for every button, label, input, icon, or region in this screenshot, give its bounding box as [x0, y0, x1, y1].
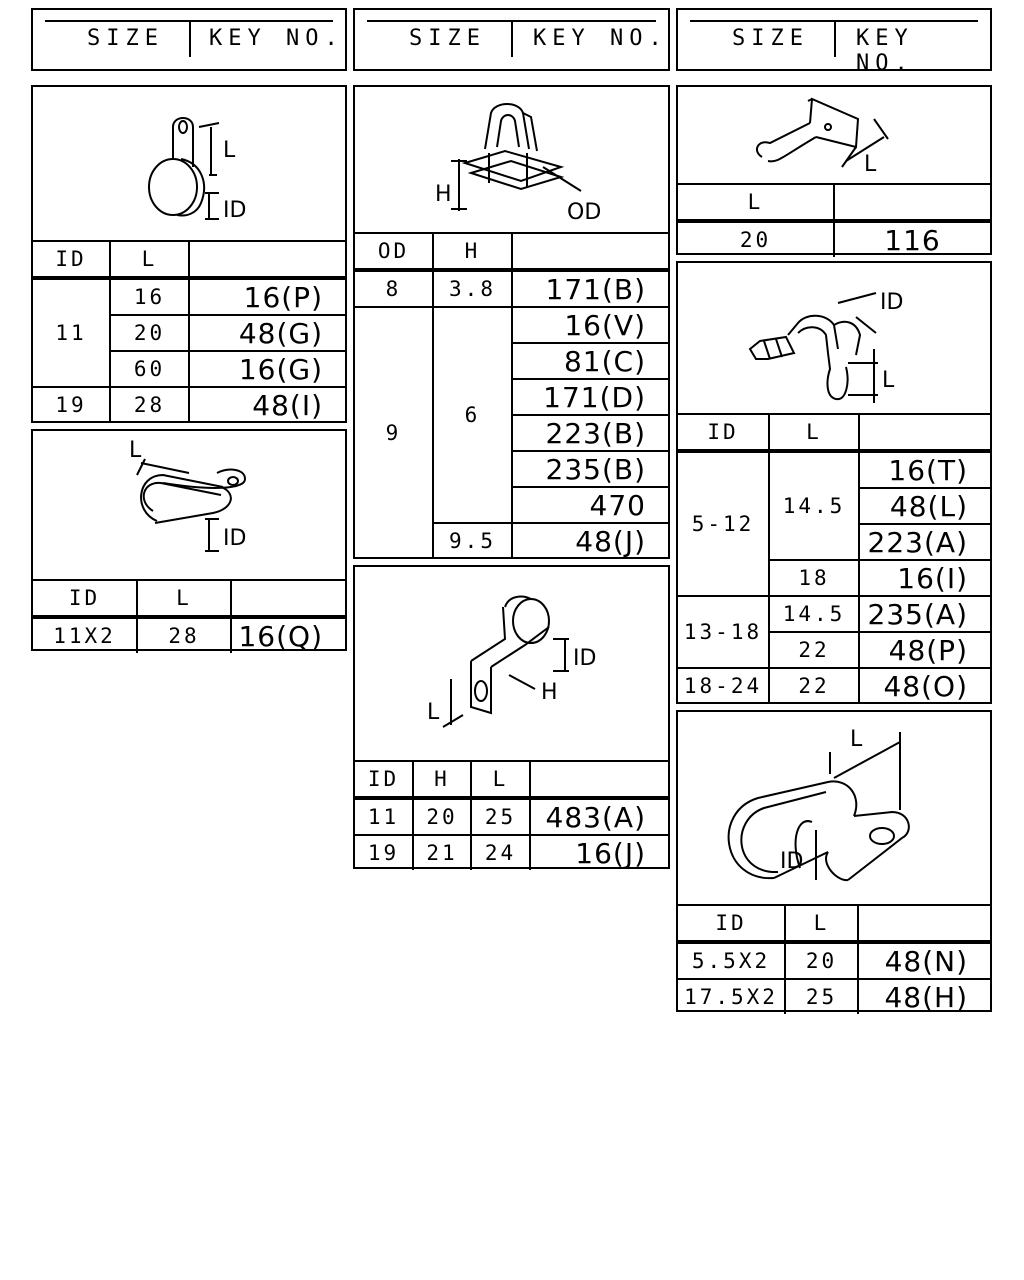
- id-cell: 5.5X2: [678, 942, 785, 979]
- col-header-od: OD: [355, 233, 433, 270]
- l-cell: 20: [785, 942, 858, 979]
- id-cell: 19: [355, 835, 413, 870]
- col-header-key: [189, 241, 345, 278]
- id-cell: 11X2: [33, 617, 137, 653]
- key-no-cell: 48(L): [859, 488, 990, 524]
- header-divider: [834, 22, 836, 57]
- double-loop-clamp-drawing: [678, 712, 990, 904]
- bent-strip-drawing: [678, 87, 990, 183]
- table-row: [33, 278, 345, 315]
- col-header-key: [512, 233, 668, 270]
- key-no-cell: 48(N): [858, 942, 990, 979]
- key-no-cell: 171(D): [512, 379, 668, 415]
- p-clamp-illustration: [355, 567, 668, 760]
- id-cell: 5-12: [678, 451, 769, 596]
- key-no-cell: 470: [512, 487, 668, 523]
- col-header-id: ID: [678, 414, 769, 451]
- key-no-cell: 16(V): [512, 307, 668, 343]
- h-cell: 20: [413, 798, 471, 835]
- dim-label: OD: [567, 200, 602, 225]
- col-header-l: L: [769, 414, 859, 451]
- flat-loop-clamp-illustration: [33, 431, 345, 579]
- flat-loop-clamp-drawing: [33, 431, 345, 579]
- col-header-l: L: [785, 905, 858, 942]
- col-header-l: L: [678, 184, 834, 221]
- l-cell: 28: [110, 387, 189, 422]
- key-no-cell: 16(P): [189, 278, 345, 315]
- h-cell: 9.5: [433, 523, 512, 558]
- header-divider: [511, 22, 513, 57]
- h-cell: 21: [413, 835, 471, 870]
- table-row: [355, 835, 668, 870]
- bent-strip-illustration: [678, 87, 990, 183]
- p-clamp-drawing: [355, 567, 668, 760]
- table-row: [355, 270, 668, 307]
- stud-clip-illustration: [678, 263, 990, 413]
- stud-clip-drawing: [678, 263, 990, 413]
- key-no-header: KEY NO.: [856, 26, 914, 76]
- push-clip-drawing: [355, 87, 668, 232]
- col-header-l: L: [471, 761, 530, 798]
- id-cell: 11: [33, 278, 110, 387]
- key-no-cell: 16(I): [859, 560, 990, 596]
- id-cell: 19: [33, 387, 110, 422]
- header-box-col2: [353, 8, 670, 71]
- l-cell: 25: [785, 979, 858, 1014]
- size-header: SIZE: [732, 26, 809, 51]
- col-header-id: ID: [33, 580, 137, 617]
- col-header-h: H: [433, 233, 512, 270]
- id-cell: 17.5X2: [678, 979, 785, 1014]
- col-header-l: L: [110, 241, 189, 278]
- col-header-key: [530, 761, 668, 798]
- key-no-cell: 171(B): [512, 270, 668, 307]
- double-loop-clamp-illustration: [678, 712, 990, 904]
- header-box-col3: [676, 8, 992, 76]
- clamp-panel-stud-clip: [676, 261, 992, 704]
- dim-label: L: [427, 700, 440, 725]
- key-no-cell: 235(B): [512, 451, 668, 487]
- key-no-cell: 48(I): [189, 387, 345, 422]
- dim-label: L: [882, 368, 895, 393]
- col-header-l: L: [137, 580, 231, 617]
- key-no-cell: 81(C): [512, 343, 668, 379]
- l-cell: 16: [110, 278, 189, 315]
- header-box-col1: [31, 8, 347, 71]
- dim-label: H: [435, 182, 452, 207]
- l-cell: 24: [471, 835, 530, 870]
- id-cell: 11: [355, 798, 413, 835]
- key-no-cell: 223(B): [512, 415, 668, 451]
- table-row: [678, 668, 990, 703]
- h-cell: 3.8: [433, 270, 512, 307]
- l-cell: 28: [137, 617, 231, 653]
- key-no-header: KEY NO.: [533, 26, 668, 51]
- key-no-header: KEY NO.: [209, 26, 344, 51]
- key-no-cell: 16(G): [189, 351, 345, 387]
- size-header: SIZE: [409, 26, 486, 51]
- spec-table: [678, 904, 990, 1014]
- l-cell: 14.5: [769, 596, 859, 632]
- dim-label: ID: [573, 646, 597, 671]
- table-row: [678, 979, 990, 1014]
- col-header-key: [859, 414, 990, 451]
- table-row: [355, 798, 668, 835]
- dim-label: ID: [880, 290, 904, 315]
- clamp-panel-strap: [31, 85, 347, 423]
- dim-label: L: [223, 138, 236, 163]
- spec-table: [355, 232, 668, 559]
- col-header-key: [858, 905, 990, 942]
- key-no-cell: 48(G): [189, 315, 345, 351]
- dim-label: ID: [223, 526, 247, 551]
- table-row: [678, 596, 990, 632]
- l-cell: 20: [110, 315, 189, 351]
- table-row: [33, 387, 345, 422]
- clamp-panel-flat-loop: [31, 429, 347, 651]
- l-cell: 22: [769, 668, 859, 703]
- col-header-id: ID: [355, 761, 413, 798]
- table-row: [355, 307, 668, 343]
- col-header-id: ID: [678, 905, 785, 942]
- l-cell: 20: [678, 221, 834, 257]
- clamp-panel-double-loop: [676, 710, 992, 1012]
- table-row: [678, 221, 990, 257]
- key-no-cell: 16(J): [530, 835, 668, 870]
- dim-label: L: [129, 438, 142, 463]
- clamp-panel-bent-strip: [676, 85, 992, 255]
- table-row: [33, 617, 345, 653]
- col-header-id: ID: [33, 241, 110, 278]
- push-clip-illustration: [355, 87, 668, 232]
- header-divider: [189, 22, 191, 57]
- col-header-h: H: [413, 761, 471, 798]
- l-cell: 60: [110, 351, 189, 387]
- dim-label: ID: [223, 198, 247, 223]
- id-cell: 18-24: [678, 668, 769, 703]
- l-cell: 14.5: [769, 451, 859, 560]
- dim-label: ID: [780, 849, 804, 874]
- col-header-key: [231, 580, 345, 617]
- key-no-cell: 16(Q): [231, 617, 345, 653]
- col-header-key: [834, 184, 990, 221]
- strap-clamp-drawing: [33, 87, 345, 240]
- key-no-cell: 116: [834, 221, 990, 257]
- h-cell: 6: [433, 307, 512, 523]
- key-no-cell: 235(A): [859, 596, 990, 632]
- key-no-cell: 48(O): [859, 668, 990, 703]
- key-no-cell: 223(A): [859, 524, 990, 560]
- strap-clamp-illustration: [33, 87, 345, 240]
- spec-table: [355, 760, 668, 870]
- size-header: SIZE: [87, 26, 164, 51]
- table-row: [678, 942, 990, 979]
- key-no-cell: 16(T): [859, 451, 990, 488]
- key-no-cell: 483(A): [530, 798, 668, 835]
- od-cell: 9: [355, 307, 433, 558]
- key-no-cell: 48(J): [512, 523, 668, 558]
- spec-table: [33, 579, 345, 653]
- spec-table: [678, 413, 990, 703]
- id-cell: 13-18: [678, 596, 769, 668]
- spec-table: [678, 183, 990, 257]
- l-cell: 18: [769, 560, 859, 596]
- spec-table: [33, 240, 345, 422]
- dim-label: H: [541, 680, 558, 705]
- clamp-panel-p-clamp: [353, 565, 670, 869]
- key-no-cell: 48(H): [858, 979, 990, 1014]
- dim-label: L: [864, 152, 877, 177]
- dim-label: L: [850, 727, 863, 752]
- key-no-cell: 48(P): [859, 632, 990, 668]
- table-row: [678, 451, 990, 488]
- l-cell: 22: [769, 632, 859, 668]
- clamp-panel-push-clip: [353, 85, 670, 559]
- l-cell: 25: [471, 798, 530, 835]
- od-cell: 8: [355, 270, 433, 307]
